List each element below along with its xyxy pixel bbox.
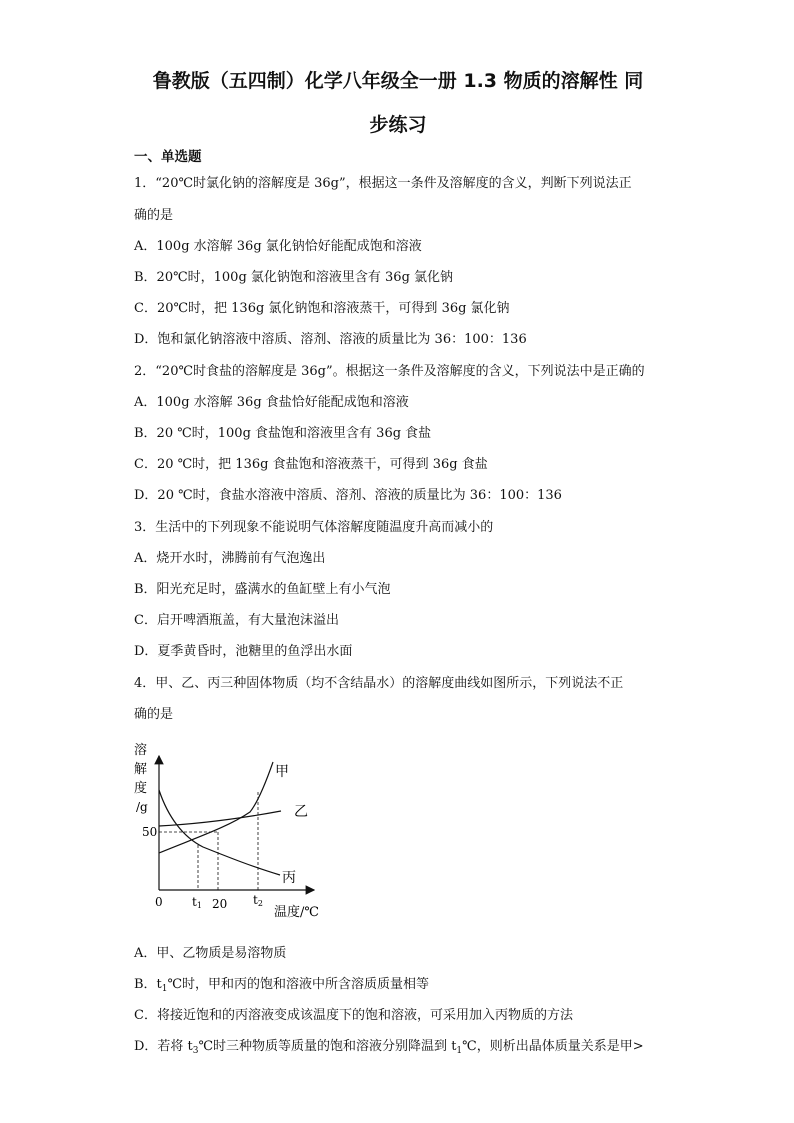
x-tick-t1: t1 <box>192 895 202 910</box>
ylabel-char-1: 溶 <box>134 743 148 758</box>
q3-option-b: B．阳光充足时，盛满水的鱼缸壁上有小气泡 <box>134 582 391 597</box>
doc-title-line2: 步练习 <box>369 114 427 136</box>
q3-option-c: C．启开啤酒瓶盖，有大量泡沫溢出 <box>134 613 339 628</box>
q1-stem-line2: 确的是 <box>134 208 174 223</box>
series-label-jia: 甲 <box>275 764 289 780</box>
q1-option-c: C．20℃时，把 136g 氯化钠饱和溶液蒸干，可得到 36g 氯化钠 <box>134 301 510 316</box>
solubility-chart <box>128 732 338 927</box>
section-label: 一、单选题 <box>134 149 202 165</box>
ylabel-char-3: 度 <box>134 781 148 796</box>
q1-option-d: D．饱和氯化钠溶液中溶质、溶剂、溶液的质量比为 36：100：136 <box>134 332 527 347</box>
q3-option-a: A．烧开水时，沸腾前有气泡逸出 <box>134 551 326 566</box>
q1-option-a: A．100g 水溶解 36g 氯化钠恰好能配成饱和溶液 <box>134 239 422 254</box>
q4-stem-line2: 确的是 <box>134 707 174 722</box>
q2-option-c: C．20 ℃时，把 136g 食盐饱和溶液蒸干，可得到 36g 食盐 <box>134 457 488 472</box>
q4-stem-line1: 4．甲、乙、丙三种固体物质（均不含结晶水）的溶解度曲线如图所示，下列说法不正 <box>134 676 624 691</box>
series-curve-bing <box>159 790 280 875</box>
q2-stem-line1: 2．“20℃时食盐的溶解度是 36g”。根据这一条件及溶解度的含义，下列说法中是正确的 <box>134 364 645 379</box>
series-label-yi: 乙 <box>294 804 308 820</box>
series-curve-jia <box>159 762 273 853</box>
doc-title-line1: 鲁教版（五四制）化学八年级全一册 1.3 物质的溶解性 同 <box>152 70 644 92</box>
q4-option-a: A．甲、乙物质是易溶物质 <box>134 946 287 961</box>
q2-option-b: B．20 ℃时，100g 食盐饱和溶液里含有 36g 食盐 <box>134 426 432 441</box>
q2-option-a: A．100g 水溶解 36g 食盐恰好能配成饱和溶液 <box>134 395 409 410</box>
q4-option-d: D．若将 $t_3℃$时三种物质等质量的饱和溶液分别降温到 $t_1℃$，则析出晶体质量关系是甲> <box>134 1039 644 1056</box>
ylabel-char-4: /g <box>136 800 148 814</box>
q4-option-b: B．$t_1℃$时，甲和丙的饱和溶液中所含溶质质量相等 <box>134 977 430 994</box>
series-curve-yi <box>159 811 281 826</box>
q3-stem-line1: 3．生活中的下列现象不能说明气体溶解度随温度升高而减小的 <box>134 520 494 535</box>
q2-option-d: D．20 ℃时，食盐水溶液中溶质、溶剂、溶液的质量比为 36：100：136 <box>134 488 562 503</box>
x-tick-20: 20 <box>212 897 228 911</box>
q3-option-d: D．夏季黄昏时，池糖里的鱼浮出水面 <box>134 644 353 659</box>
q4-option-c: C．将接近饱和的丙溶液变成该温度下的饱和溶液，可采用加入丙物质的方法 <box>134 1008 573 1023</box>
q1-option-b: B．20℃时，100g 氯化钠饱和溶液里含有 36g 氯化钠 <box>134 270 454 285</box>
q1-stem-line1: 1．“20℃时氯化钠的溶解度是 36g”，根据这一条件及溶解度的含义，判断下列说法正 <box>134 176 632 191</box>
y-tick-50: 50 <box>142 825 158 839</box>
x-axis-label: 温度/℃ <box>274 905 319 920</box>
series-label-bing: 丙 <box>282 870 296 886</box>
origin-label: 0 <box>155 895 163 909</box>
ylabel-char-2: 解 <box>134 762 148 777</box>
x-tick-t2: t2 <box>253 893 263 908</box>
